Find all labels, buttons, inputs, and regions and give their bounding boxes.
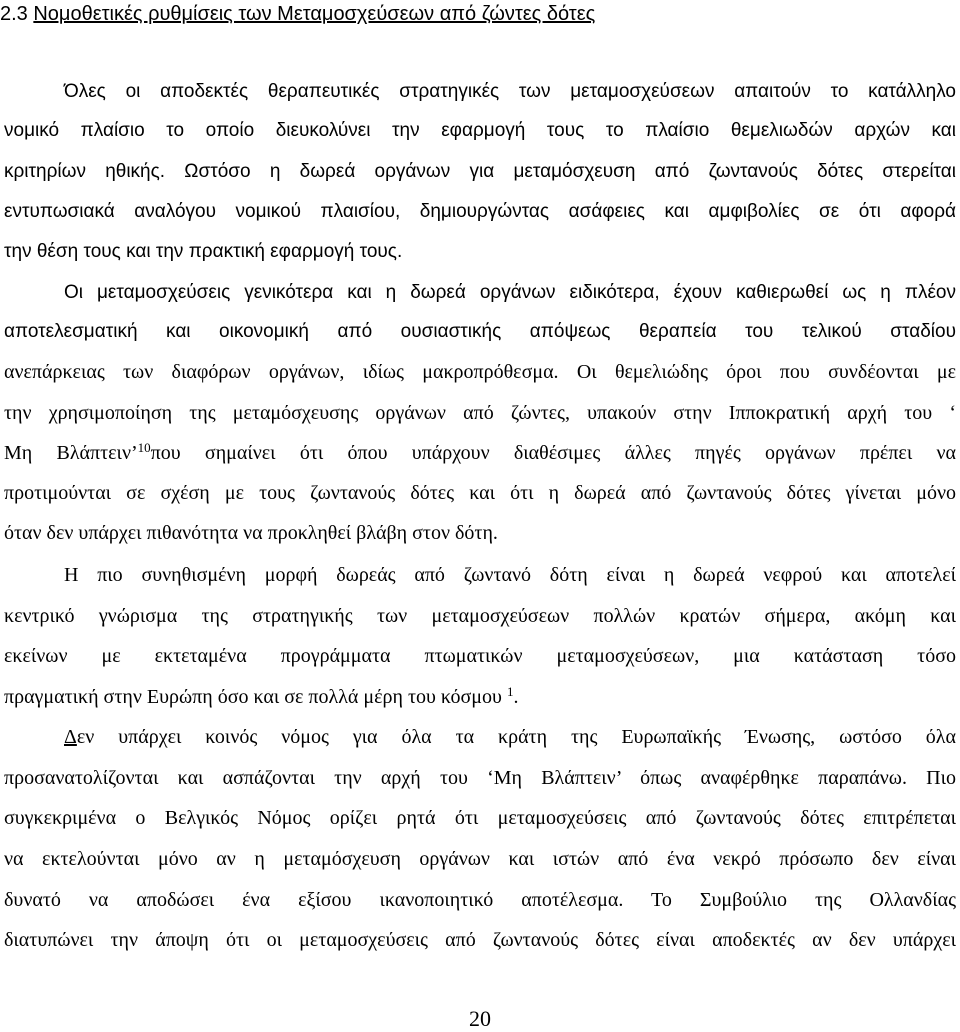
paragraph-1-line: Όλες οι αποδεκτές θεραπευτικές στρατηγικές των μεταμοσχεύσεων απαιτούν το κατάλληλο — [64, 81, 956, 102]
paragraph-1-line: νομικό πλαίσιο το οποίο διευκολύνει την εφαρμογή τους το πλαίσιο θεμελιωδών αρχών και — [4, 120, 956, 141]
footnote-marker: 1 — [506, 684, 514, 699]
paragraph-4-line — [4, 722, 956, 752]
paragraph-3-line: κεντρικό γνώρισμα της στρατηγικής των μεταμοσχεύσεων πολλών κρατών σήμερα, ακόμη και — [4, 605, 956, 627]
paragraph-2-line: Οι μεταμοσχεύσεις γενικότερα και η δωρεά οργάνων ειδικότερα, έχουν καθιερωθεί ως η πλέον — [64, 282, 956, 303]
paragraph-4-line: διατυπώνει την άποψη ότι οι μεταμοσχεύσεις από ζωντανούς δότες είναι αποδεκτές αν δεν υπάρχει — [4, 929, 956, 951]
paragraph-4-text: εν υπάρχει κοινός νόμος για όλα τα κράτη της Ευρωπαϊκής Ένωσης, ωστόσο όλα — [76, 726, 956, 748]
page-number: 20 — [469, 1006, 491, 1031]
paragraph-2-line: αποτελεσματική και οικονομική από ουσιαστικής απόψεως θεραπεία του τελικού σταδίου — [4, 321, 956, 342]
paragraph-4-line: προσανατολίζονται και ασπάζονται την αρχή του ‘Μη Βλάπτειν’ όπως αναφέρθηκε παραπάνω. Πιο — [4, 767, 956, 789]
paragraph-3-line-with-footnote — [4, 682, 956, 712]
paragraph-2-text: Μη Βλάπτειν’ — [4, 442, 138, 464]
paragraph-3-text: . — [513, 686, 519, 708]
paragraph-2-line: προτιμούνται σε σχέση με τους ζωντανούς δότες και ότι η δωρεά από ζωντανούς δότες γίνεται μόνο — [4, 482, 956, 504]
paragraph-2-line: ανεπάρκειας των διαφόρων οργάνων, ιδίως μακροπρόθεσμα. Οι θεμελιώδης όροι που συνδέονται με — [4, 361, 956, 383]
paragraph-4-line: να εκτελούνται μόνο αν η μεταμόσχευση οργάνων και ιστών από ένα νεκρό πρόσωπο δεν είναι — [4, 848, 956, 870]
paragraph-1-line: εντυπωσιακά αναλόγου νομικού πλαισίου, δημιουργώντας ασάφειες και αμφιβολίες σε ότι αφορά — [4, 201, 956, 222]
paragraph-3-line: Η πιο συνηθισμένη μορφή δωρεάς από ζωντανό δότη είναι η δωρεά νεφρού και αποτελεί — [64, 564, 956, 586]
footnote-marker: 10 — [137, 440, 151, 455]
paragraph-2-line: όταν δεν υπάρχει πιθανότητα να προκληθεί βλάβη στον δότη. — [4, 522, 498, 544]
paragraph-4-line: δυνατό να αποδώσει ένα εξίσου ικανοποιητικό αποτέλεσμα. Το Συμβούλιο της Ολλανδίας — [4, 889, 956, 911]
section-heading — [0, 2, 595, 26]
paragraph-1-line: την θέση τους και την πρακτική εφαρμογή τους. — [4, 241, 403, 262]
paragraph-2-line-with-footnote — [4, 438, 956, 468]
paragraph-4-initial: Δ — [64, 726, 77, 748]
paragraph-2-text: που σημαίνει ότι όπου υπάρχουν διαθέσιμες άλλες πηγές οργάνων πρέπει να — [150, 442, 956, 464]
section-title: Νομοθετικές ρυθμίσεις των Μεταμοσχεύσεων από ζώντες δότες — [33, 3, 596, 25]
paragraph-4-line: συγκεκριμένα ο Βελγικός Νόμος ορίζει ρητά ότι μεταμοσχεύσεις από ζωντανούς δότες επιτρέπεται — [4, 807, 956, 829]
paragraph-3-line: εκείνων με εκτεταμένα προγράμματα πτωματικών μεταμοσχεύσεων, μια κατάσταση τόσο — [4, 645, 956, 667]
paragraph-3-text: πραγματική στην Ευρώπη όσο και σε πολλά μέρη του κόσμου — [4, 686, 502, 708]
paragraph-2-line: την χρησιμοποίηση της μεταμόσχευσης οργάνων από ζώντες, υπακούν στην Ιπποκρατική αρχή του ‘ — [4, 402, 956, 424]
section-number: 2.3 — [0, 3, 34, 25]
paragraph-1-line: κριτηρίων ηθικής. Ωστόσο η δωρεά οργάνων για μεταμόσχευση από ζωντανούς δότες στερείται — [4, 161, 956, 182]
